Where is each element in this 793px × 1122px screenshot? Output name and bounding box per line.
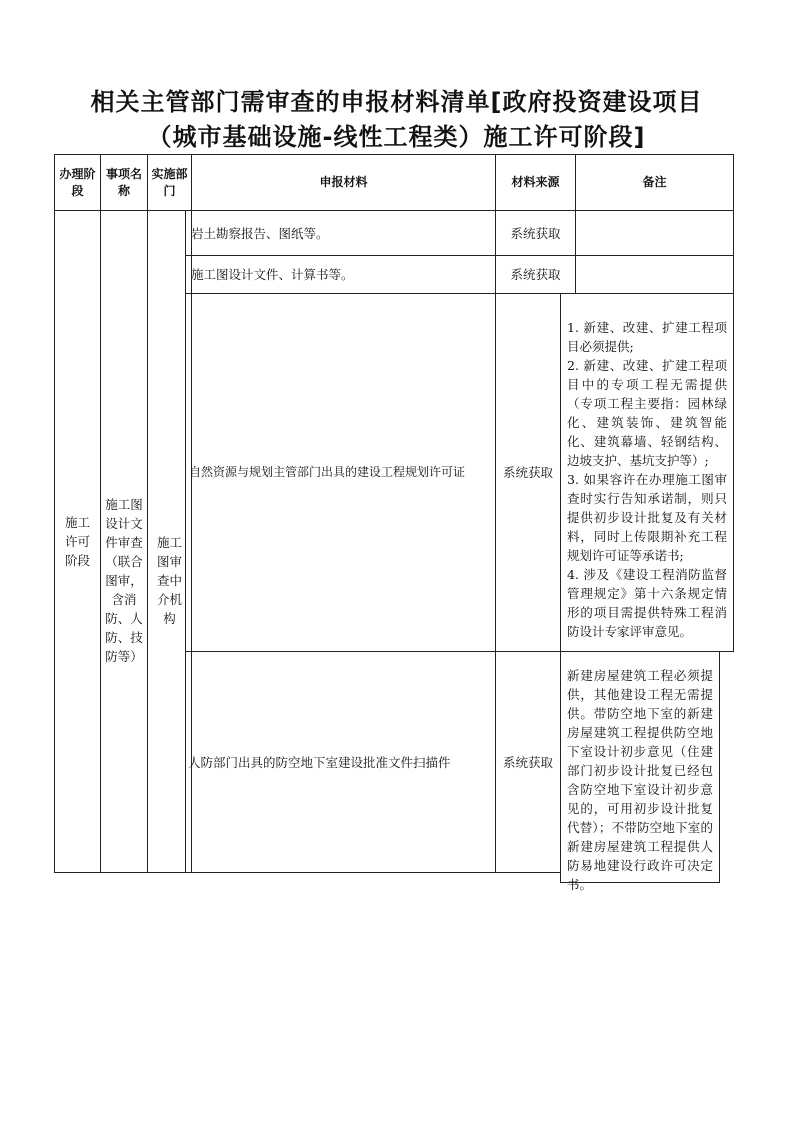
material-row-2: 施工图设计文件、计算书等。 bbox=[185, 255, 496, 294]
remark-row-1 bbox=[575, 210, 734, 256]
header-material: 申报材料 bbox=[191, 154, 496, 211]
remark-row-2 bbox=[575, 255, 734, 294]
remark-row-4 bbox=[560, 651, 720, 892]
header-remark: 备注 bbox=[575, 154, 734, 211]
remark-row-3-item-2: 2. 新建、改建、扩建工程项目中的专项工程无需提供（专项工程主要指：园林绿化、建筑装饰、建筑智能化、建筑幕墙、轻钢结构、边坡支护、基坑支护等）; bbox=[567, 358, 727, 468]
page-title-line-1: 相关主管部门需审查的申报材料清单[政府投资建设项目 bbox=[90, 88, 703, 116]
remark-row-3-item-4: 4. 涉及《建设工程消防监督管理规定》第十六条规定情形的项目需提供特殊工程消防设计专家评审意见。 bbox=[567, 567, 727, 639]
header-source: 材料来源 bbox=[495, 154, 576, 211]
remark-row-3 bbox=[560, 293, 734, 652]
source-row-4: 系统获取 bbox=[495, 651, 561, 873]
source-row-1: 系统获取 bbox=[495, 210, 576, 256]
header-stage: 办理阶段 bbox=[54, 154, 101, 211]
remark-row-3-item-1: 1. 新建、改建、扩建工程项目必须提供; bbox=[567, 320, 727, 354]
header-department: 实施部门 bbox=[147, 154, 192, 211]
stage-cell: 施工许可阶段 bbox=[54, 210, 101, 873]
item-name-cell: 施工图设计文件审查（联合图审，含消防、人防、技防等） bbox=[100, 210, 148, 873]
page-title-line-2: （城市基础设施-线性工程类）施工许可阶段] bbox=[147, 123, 646, 151]
remark-row-3-item-3: 3. 如果容许在办理施工图审查时实行告知承诺制，则只提供初步设计批复及有关材料，同时上传限期补充工程规划许可证等承诺书; bbox=[567, 472, 727, 563]
source-row-2: 系统获取 bbox=[495, 255, 576, 294]
header-item-name: 事项名称 bbox=[100, 154, 148, 211]
source-row-3: 系统获取 bbox=[495, 293, 561, 652]
material-row-3: 自然资源与规划主管部门出具的建设工程规划许可证 bbox=[185, 293, 496, 652]
material-row-1: 岩土勘察报告、图纸等。 bbox=[185, 210, 496, 256]
department-cell: 施工图审查中介机构 bbox=[147, 210, 192, 873]
material-row-4: 人防部门出具的防空地下室建设批准文件扫描件 bbox=[185, 651, 496, 873]
remark-row-4-item-1: 新建房屋建筑工程必须提供，其他建设工程无需提供。带防空地下室的新建房屋建筑工程提供防空地下室设计初步意见（住建部门初步设计批复已经包含防空地下室设计初步意见的，可用初步设计批复代替）；不带防空地下室的新建房屋建筑工程提供人防易地建设行政许可决定书。 bbox=[567, 668, 713, 892]
